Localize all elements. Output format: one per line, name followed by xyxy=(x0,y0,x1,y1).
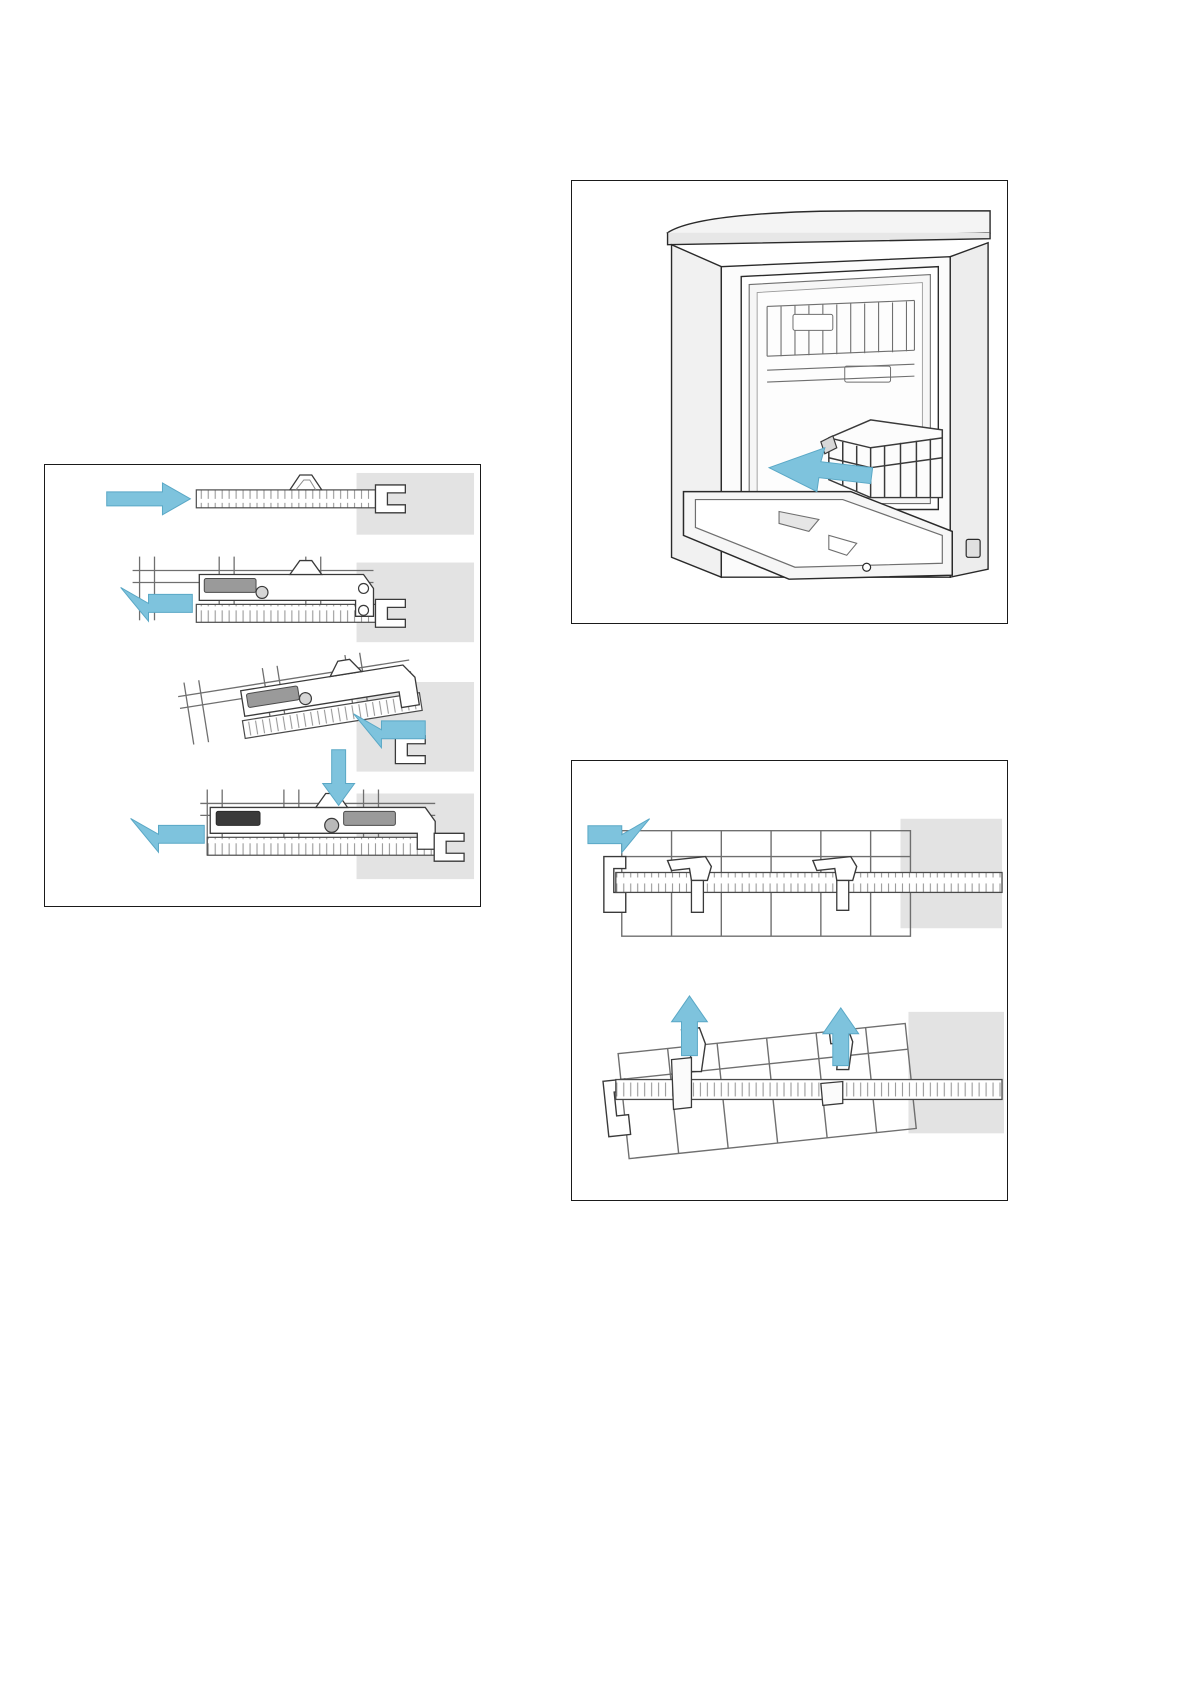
telescopic-rail xyxy=(196,604,375,622)
adjuster-lever-locked xyxy=(216,811,260,825)
upper-basket-tag xyxy=(793,314,833,330)
basket-latch-notch xyxy=(290,475,322,490)
step-3-lift-basket-angled xyxy=(176,644,474,771)
upper-basket-tag-2 xyxy=(845,366,891,382)
pivot-pin xyxy=(256,586,268,598)
figure-upper-basket-height-adjustment xyxy=(44,464,481,907)
arrow-pull-left xyxy=(588,819,650,853)
step-pull-basket-to-stop xyxy=(588,819,1002,936)
roller xyxy=(359,583,369,593)
rail-clip-leg-right xyxy=(837,880,849,910)
door-hinge-pin xyxy=(863,563,871,571)
step-lift-basket-off-rails xyxy=(600,996,1004,1161)
adjuster-lever xyxy=(344,811,396,825)
roller xyxy=(359,605,369,615)
figure-basket-rail-removal xyxy=(571,760,1008,1201)
telescopic-rail xyxy=(207,837,434,855)
basket-latch-notch xyxy=(290,561,322,575)
cabinet-wall-panel xyxy=(908,1012,1004,1133)
step-1-pull-basket-out xyxy=(107,473,474,535)
countertop xyxy=(668,211,991,245)
telescopic-rail xyxy=(196,490,375,508)
lower-basket xyxy=(829,420,942,498)
rail-clip-leg-left-lifted xyxy=(672,1058,692,1110)
rail-clip-leg-right-lifted xyxy=(821,1082,843,1106)
arrow-push-right xyxy=(121,587,193,621)
figure-dishwasher-pull-out-basket xyxy=(571,180,1008,624)
rail-clip-leg-left xyxy=(691,880,703,912)
arrow-pull-left xyxy=(107,483,191,515)
step-2-push-side-lever xyxy=(121,557,474,643)
cabinet-wall-panel xyxy=(357,563,474,643)
door-hinge xyxy=(966,539,980,557)
pivot-pin xyxy=(325,818,339,832)
telescopic-rail xyxy=(616,872,1002,892)
adjuster-lever xyxy=(204,578,256,592)
arrow-push-right-2 xyxy=(131,818,205,852)
